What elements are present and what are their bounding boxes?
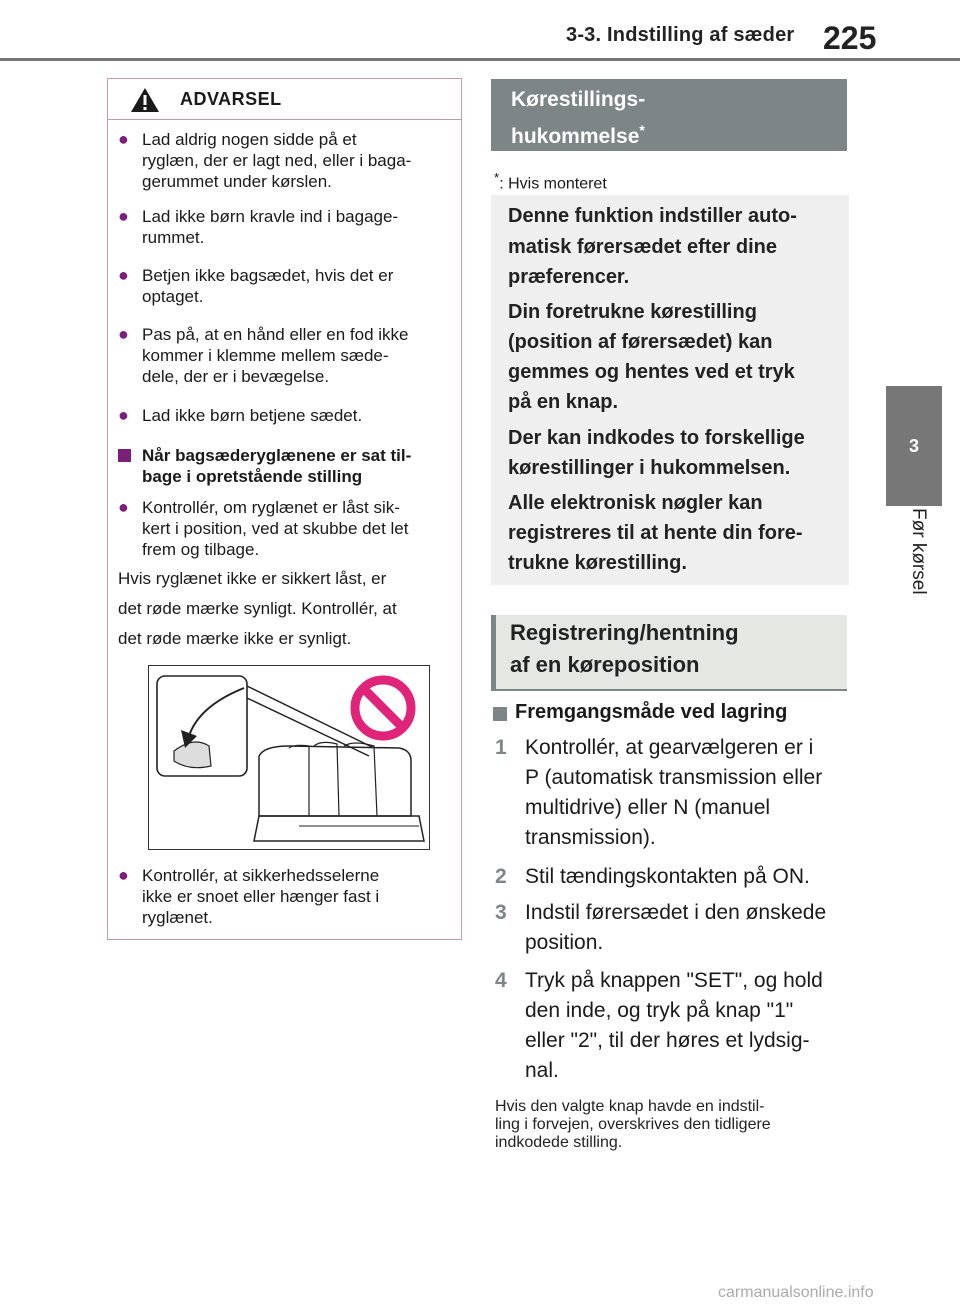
seat-illustration-icon bbox=[149, 666, 429, 849]
memory-section-heading bbox=[491, 79, 847, 151]
step-number: 4 bbox=[495, 969, 507, 992]
bullet-icon: ● bbox=[118, 206, 129, 226]
text-line: dele, der er i bevægelse. bbox=[142, 367, 330, 386]
warning-item bbox=[118, 206, 399, 247]
warning-header bbox=[108, 79, 461, 120]
intro-line: trukne kørestilling. bbox=[508, 552, 687, 574]
intro-line: matisk førersædet efter dine bbox=[508, 236, 777, 258]
chapter-label: Før kørsel bbox=[908, 508, 929, 595]
bullet-icon: ● bbox=[118, 324, 129, 344]
warning-item bbox=[118, 324, 409, 386]
bullet-icon: ● bbox=[118, 265, 129, 285]
heading-line: hukommelse bbox=[511, 125, 640, 148]
text-line: rummet. bbox=[142, 228, 205, 247]
text-line: Betjen ikke bagsædet, hvis det er bbox=[142, 266, 394, 285]
text-line: bage i opretstående stilling bbox=[142, 467, 363, 486]
intro-line: registreres til at hente din fore- bbox=[508, 522, 803, 544]
heading-line: Registrering/hentning bbox=[510, 620, 739, 645]
warning-item bbox=[118, 405, 363, 426]
intro-line: på en knap. bbox=[508, 391, 619, 413]
footnote-marker: * bbox=[494, 170, 500, 185]
watermark: carmanualsonline.info bbox=[718, 1284, 874, 1301]
square-bullet-icon bbox=[118, 449, 131, 462]
note-line: Hvis den valgte knap havde en indstil- bbox=[495, 1098, 765, 1115]
chapter-tab: 3 bbox=[886, 386, 942, 506]
step-number: 1 bbox=[495, 736, 507, 759]
footnote bbox=[494, 170, 607, 193]
note-paragraph bbox=[495, 1098, 771, 1152]
intro-line: gemmes og hentes ved et tryk bbox=[508, 361, 795, 383]
warning-triangle-icon bbox=[130, 87, 160, 113]
text-line: optaget. bbox=[142, 287, 204, 306]
procedure-title: Fremgangsmåde ved lagring bbox=[515, 701, 788, 723]
text-line: kert i position, ved at skubbe det let bbox=[142, 519, 409, 538]
text-line: Hvis ryglænet ikke er sikkert låst, er bbox=[118, 569, 387, 588]
bullet-icon: ● bbox=[118, 405, 129, 425]
step-line: Stil tændingskontakten på ON. bbox=[525, 865, 810, 888]
text-line: det røde mærke synligt. Kontrollér, at bbox=[118, 599, 397, 618]
text-line: ikke er snoet eller hænger fast i bbox=[142, 887, 380, 906]
warning-item bbox=[118, 497, 409, 559]
footnote-text: : Hvis monteret bbox=[499, 175, 607, 193]
step-line: nal. bbox=[525, 1059, 559, 1082]
warning-item bbox=[118, 865, 380, 927]
bullet-icon: ● bbox=[118, 865, 129, 885]
intro-line: kørestillinger i hukommelsen. bbox=[508, 457, 791, 479]
text-line: Når bagsæderyglænene er sat til- bbox=[142, 446, 412, 465]
warning-title: ADVARSEL bbox=[180, 89, 282, 109]
step-line: P (automatisk transmission eller bbox=[525, 766, 823, 789]
step-line: multidrive) eller N (manuel bbox=[525, 796, 771, 819]
step-line: transmission). bbox=[525, 826, 656, 849]
text-line: ryglænet. bbox=[142, 908, 213, 927]
text-line: Kontrollér, at sikkerhedsselerne bbox=[142, 866, 380, 885]
step-line: eller "2", til der høres et lydsig- bbox=[525, 1029, 810, 1052]
text-line: kommer i klemme mellem sæde- bbox=[142, 346, 389, 365]
text-line: Lad ikke børn betjene sædet. bbox=[142, 406, 363, 425]
step-line: position. bbox=[525, 931, 604, 954]
warning-item bbox=[118, 129, 412, 191]
step-line: Tryk på knappen "SET", og hold bbox=[525, 969, 823, 992]
text-line: gerummet under kørslen. bbox=[142, 172, 332, 191]
warning-item bbox=[118, 265, 394, 306]
header-rule bbox=[0, 58, 960, 61]
bullet-icon: ● bbox=[118, 129, 129, 149]
text-line: ryglæn, der er lagt ned, eller i baga- bbox=[142, 151, 412, 170]
intro-line: Din foretrukne kørestilling bbox=[508, 301, 757, 323]
text-line: Kontrollér, om ryglænet er låst sik- bbox=[142, 498, 400, 517]
page-number: 225 bbox=[823, 20, 877, 56]
heading-line: Kørestillings- bbox=[511, 88, 646, 111]
text-line: Lad aldrig nogen sidde på et bbox=[142, 130, 357, 149]
footnote-marker: * bbox=[639, 122, 645, 138]
intro-line: præferencer. bbox=[508, 266, 630, 288]
square-bullet-icon bbox=[493, 707, 507, 721]
note-line: ling i forvejen, overskrives den tidligere bbox=[495, 1116, 771, 1133]
registration-section-heading bbox=[491, 615, 847, 691]
step-line: den inde, og tryk på knap "1" bbox=[525, 999, 794, 1022]
intro-line: Alle elektronisk nøgler kan bbox=[508, 492, 763, 514]
intro-box bbox=[491, 195, 849, 585]
intro-line: Der kan indkodes to forskellige bbox=[508, 427, 805, 449]
step-number: 3 bbox=[495, 901, 507, 924]
text-line: det røde mærke ikke er synligt. bbox=[118, 629, 352, 648]
intro-line: (position af førersædet) kan bbox=[508, 331, 773, 353]
text-line: frem og tilbage. bbox=[142, 540, 260, 559]
step-number: 2 bbox=[495, 865, 507, 888]
rear-seat-illustration bbox=[148, 665, 430, 850]
heading-line: af en køreposition bbox=[510, 652, 700, 677]
note-line: indkodede stilling. bbox=[495, 1134, 623, 1151]
step-line: Kontrollér, at gearvælgeren er i bbox=[525, 736, 814, 759]
section-title: 3-3. Indstilling af sæder bbox=[566, 24, 795, 46]
step-line: Indstil førersædet i den ønskede bbox=[525, 901, 827, 924]
warning-box bbox=[107, 78, 462, 940]
text-line: Lad ikke børn kravle ind i bagage- bbox=[142, 207, 399, 226]
bullet-icon: ● bbox=[118, 497, 129, 517]
text-line: Pas på, at en hånd eller en fod ikke bbox=[142, 325, 409, 344]
warning-paragraph bbox=[118, 564, 458, 654]
intro-line: Denne funktion indstiller auto- bbox=[508, 205, 797, 227]
